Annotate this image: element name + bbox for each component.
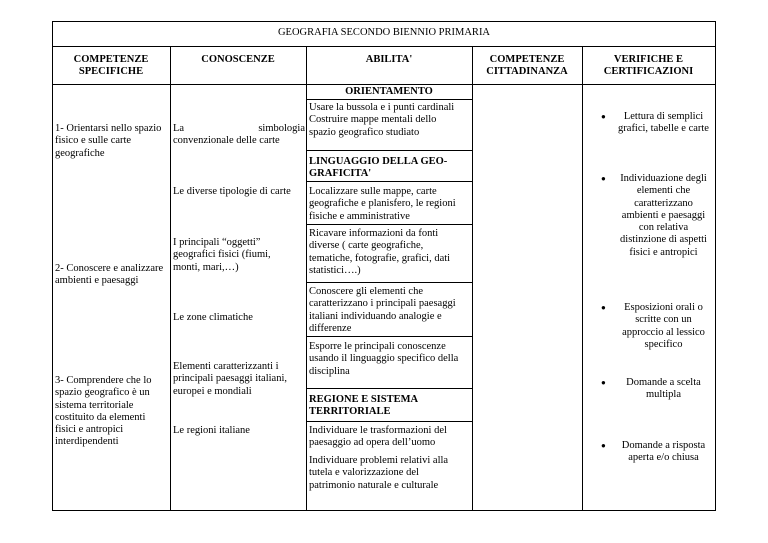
conoscenza-simbologia: La simbologia convenzionale delle carte bbox=[173, 123, 305, 147]
bullet-icon: ● bbox=[601, 378, 606, 387]
competenza-3: 3- Comprendere che lo spazio geografico è un sistema territoriale costituito da elementi fisici e antropici interdipendenti bbox=[55, 375, 152, 448]
rule-below-headers bbox=[52, 84, 716, 85]
rule-below-conoscere bbox=[306, 336, 472, 337]
abilita-conoscere: Conoscere gli elementi che caratterizzano i principali paesaggi italiani individuando analogie e differenze bbox=[309, 286, 456, 334]
table-border-bottom bbox=[52, 510, 716, 511]
col-rule-3 bbox=[472, 46, 473, 511]
bullet-icon: ● bbox=[601, 112, 606, 121]
rule-below-linguaggio bbox=[306, 181, 472, 182]
abilita-trasformazioni: Individuare le trasformazioni del paesaggio ad opera dell’uomo bbox=[309, 425, 447, 449]
conoscenza-zone: Le zone climatiche bbox=[173, 312, 253, 323]
abilita-esporre: Esporre le principali conoscenze usando il linguaggio specifico della disciplina bbox=[309, 341, 459, 377]
section-orientamento: ORIENTAMENTO bbox=[345, 86, 433, 97]
conoscenza-elementi: Elementi caratterizzanti i principali paesaggi italiani, europei e mondiali bbox=[173, 361, 288, 397]
header-conoscenze: CONOSCENZE bbox=[201, 54, 275, 65]
col-rule-1 bbox=[170, 46, 171, 511]
conoscenza-oggetti: I principali “oggetti” geografici fisici (fiumi, monti, mari,…) bbox=[173, 237, 271, 273]
table-title: GEOGRAFIA SECONDO BIENNIO PRIMARIA bbox=[277, 27, 491, 38]
rule-above-regione bbox=[306, 388, 472, 389]
competenza-1: 1- Orientarsi nello spazio fisico e sulle carte geografiche bbox=[55, 123, 162, 159]
verifica-scelta-multipla: Domande a scelta multipla bbox=[626, 377, 701, 401]
header-verifiche: VERIFICHE E CERTIFICAZIONI bbox=[603, 54, 694, 78]
table-border-right bbox=[715, 21, 716, 511]
rule-above-linguaggio bbox=[306, 150, 472, 151]
verifica-lettura: Lettura di semplici grafici, tabelle e carte bbox=[618, 111, 709, 135]
col-rule-4 bbox=[582, 46, 583, 511]
conoscenza-regioni: Le regioni italiane bbox=[173, 425, 250, 436]
header-competenze-cittadinanza: COMPETENZE CITTADINANZA bbox=[486, 54, 568, 78]
competenza-2: 2- Conoscere e analizzare ambienti e paesaggi bbox=[55, 263, 164, 287]
section-linguaggio: LINGUAGGIO DELLA GEO- GRAFICITA' bbox=[309, 156, 448, 180]
rule-below-orientamento bbox=[306, 99, 472, 100]
col-rule-2 bbox=[306, 46, 307, 511]
bullet-icon: ● bbox=[601, 441, 606, 450]
abilita-problemi: Individuare problemi relativi alla tutela e valorizzazione del patrimonio naturale e culturale bbox=[309, 455, 449, 491]
header-competenze-specifiche: COMPETENZE SPECIFICHE bbox=[73, 54, 149, 78]
rule-below-title bbox=[52, 46, 716, 47]
table-border-left bbox=[52, 21, 53, 511]
verifica-risposta-aperta: Domande a risposta aperta e/o chiusa bbox=[621, 440, 706, 464]
section-regione: REGIONE E SISTEMA TERRITORIALE bbox=[309, 394, 419, 418]
abilita-orientamento: Usare la bussola e i punti cardinali Costruire mappe mentali dello spazio geografico studiato bbox=[309, 102, 455, 138]
header-abilita: ABILITA' bbox=[365, 54, 413, 65]
abilita-ricavare: Ricavare informazioni da fonti diverse ( carte geografiche, tematiche, fotografie, grafici, dati statistici….) bbox=[309, 228, 451, 276]
verifica-esposizioni: Esposizioni orali o scritte con un approccio al lessico specifico bbox=[622, 302, 705, 350]
abilita-localizzare: Localizzare sulle mappe, carte geografiche e planisfero, le regioni fisiche e amministrative bbox=[309, 186, 456, 222]
rule-below-ricavare bbox=[306, 282, 472, 283]
bullet-icon: ● bbox=[601, 174, 606, 183]
verifica-individuazione: Individuazione degli elementi che caratterizzano ambienti e paesaggi con relativa distinzione di aspetti fisici e antropici bbox=[620, 173, 707, 258]
bullet-icon: ● bbox=[601, 303, 606, 312]
conoscenza-tipologie: Le diverse tipologie di carte bbox=[173, 186, 291, 197]
table-border-top bbox=[52, 21, 716, 22]
rule-below-regione bbox=[306, 421, 472, 422]
rule-below-localizzare bbox=[306, 224, 472, 225]
